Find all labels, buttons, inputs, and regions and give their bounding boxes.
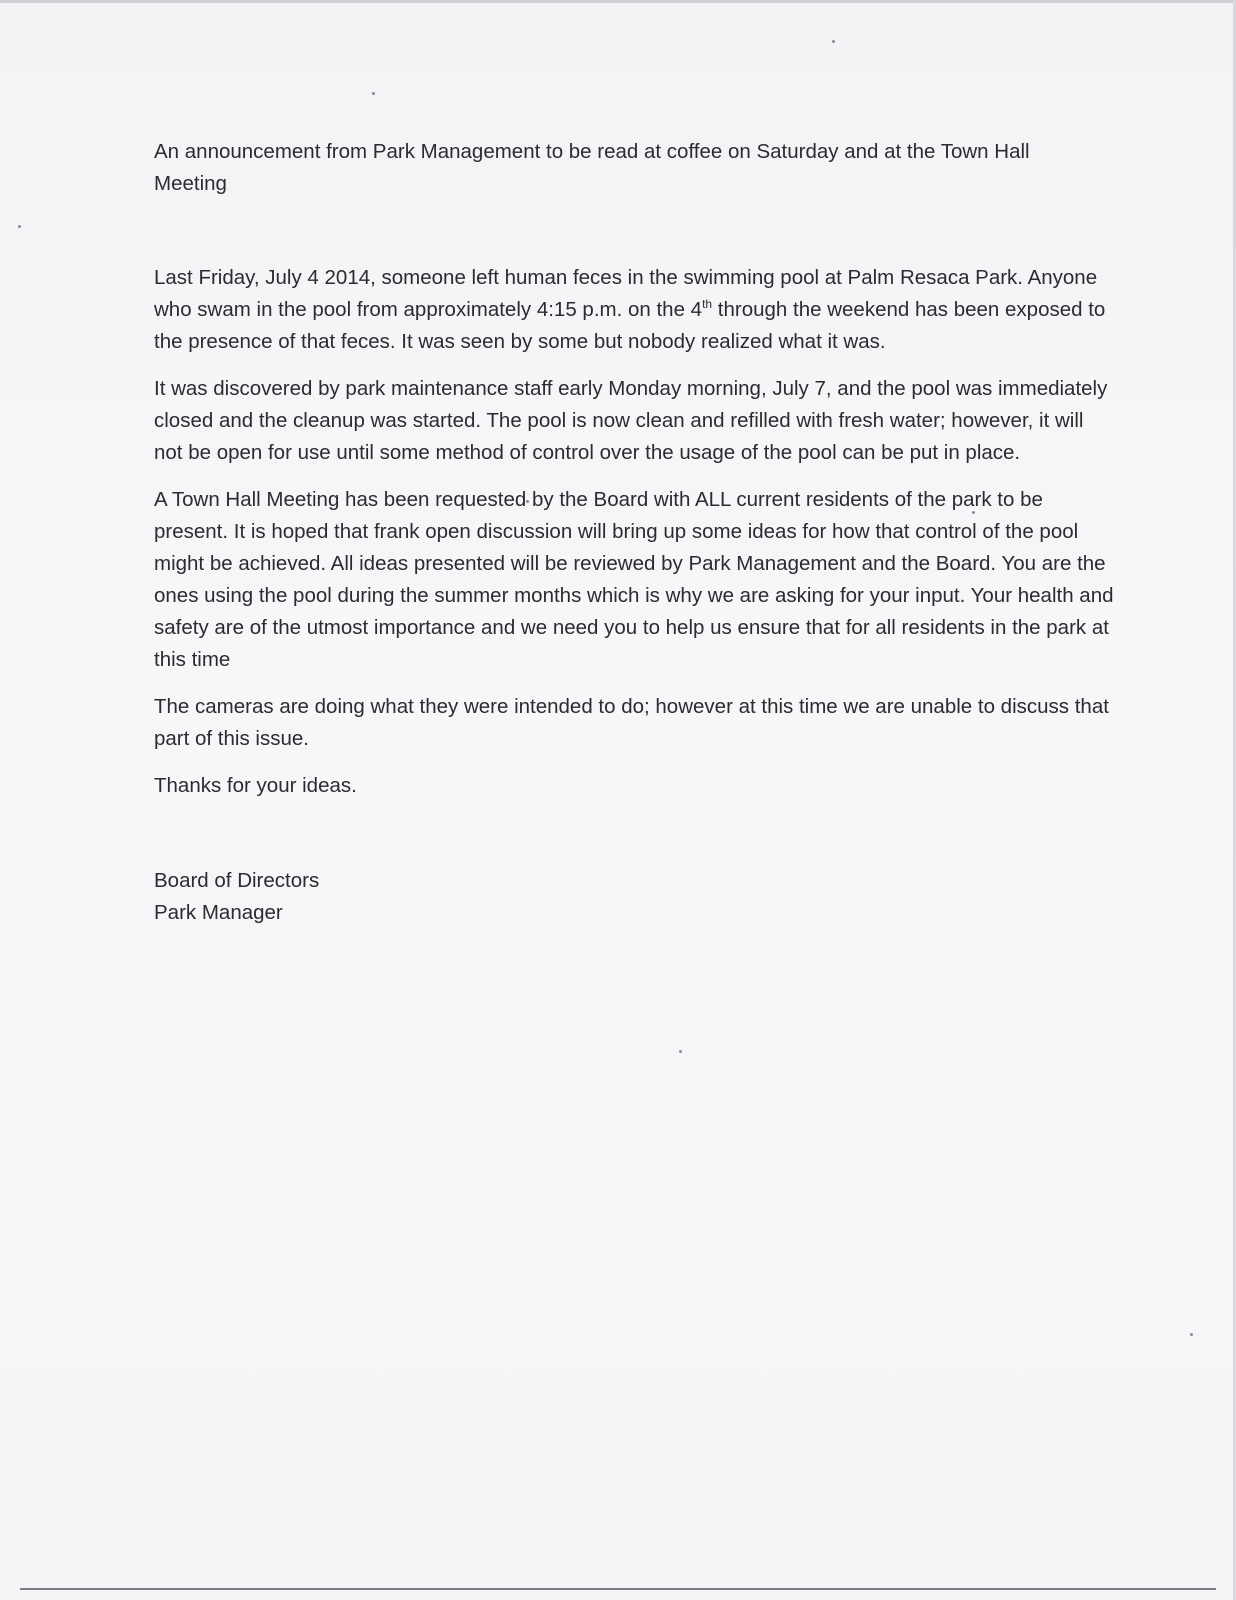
- ordinal-superscript: th: [702, 297, 713, 312]
- announcement-heading: An announcement from Park Management to be read at coffee on Saturday and at the Town Hall Meeting: [154, 140, 1030, 195]
- scan-edge-top: [0, 0, 1236, 3]
- closing-thanks: Thanks for your ideas.: [154, 774, 357, 797]
- paragraph-incident-text-b: through the weekend has been exposed to the presence of that feces. It was seen by some but nobody realized what it was.: [154, 298, 1106, 353]
- paragraph-town-hall: A Town Hall Meeting has been requested by the Board with ALL current residents of the park to be present. It is hoped that frank open discussion will bring up some ideas for how that control of the pool might be achieved. All ideas presented will be reviewed by Park Management and the Board. You are the ones using the pool during the summer months which is why we are asking for your input. Your health and safety are of the utmost importance and we need you to help us ensure that for all residents in the park at this time: [154, 488, 1114, 671]
- paragraph-incident: [154, 262, 1114, 358]
- signature-manager: Park Manager: [154, 901, 283, 924]
- scan-speck: [1190, 1333, 1193, 1336]
- scan-speck: [832, 40, 835, 43]
- scan-speck: [679, 1050, 682, 1053]
- signature-board: Board of Directors: [154, 869, 320, 892]
- announcement-document: [154, 136, 1114, 929]
- signature-block: [154, 865, 1114, 929]
- paragraph-incident-text-a: Last Friday, July 4 2014, someone left human feces in the swimming pool at Palm Resaca Park. Anyone who swam in the pool from approximately 4:15 p.m. on the 4: [154, 266, 1098, 321]
- paragraph-discovery: It was discovered by park maintenance staff early Monday morning, July 7, and the pool was immediately closed and the cleanup was started. The pool is now clean and refilled with fresh water; however, it will not be open for use until some method of control over the usage of the pool can be put in place.: [154, 377, 1108, 464]
- scan-speck: [18, 225, 21, 228]
- scan-speck: [372, 92, 375, 95]
- scan-edge-bottom: [20, 1588, 1216, 1590]
- paragraph-cameras: The cameras are doing what they were intended to do; however at this time we are unable to discuss that part of this issue.: [154, 695, 1109, 750]
